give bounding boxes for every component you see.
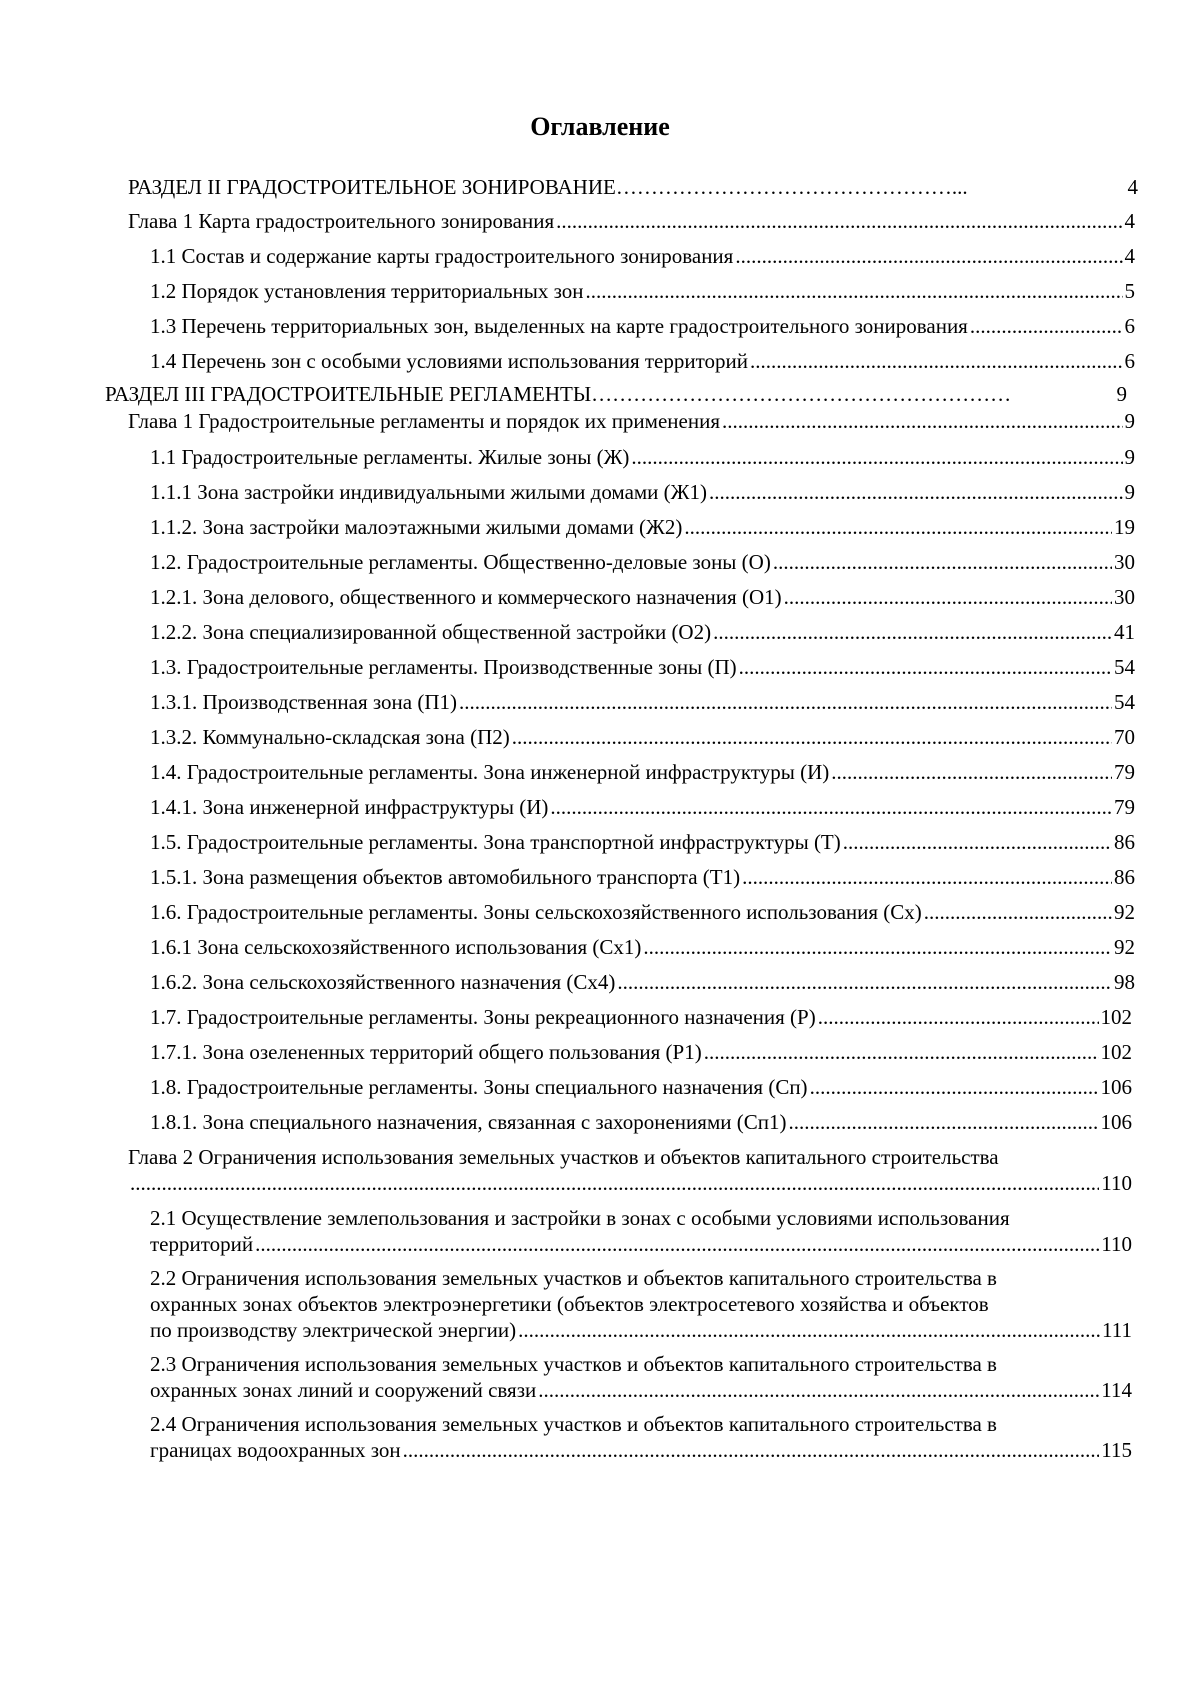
toc-entry[interactable] — [128, 208, 1135, 234]
toc-entry[interactable] — [150, 759, 1135, 785]
toc-entry-title: 1.3. Градостроительные регламенты. Производственные зоны (П) — [150, 655, 737, 679]
toc-entry-page-number: 6 — [1124, 349, 1135, 373]
toc-entry-line — [150, 969, 1135, 995]
toc-entry-page-number: 9 — [1124, 445, 1135, 469]
toc-entry-page-number: 30 — [1114, 585, 1135, 609]
dot-leader — [735, 243, 1122, 269]
toc-entry-text-line: Глава 2 Ограничения использования земельных участков и объектов капитального строительства — [128, 1145, 999, 1169]
dot-leader — [970, 313, 1123, 339]
dot-leader — [818, 1004, 1099, 1030]
dot-leader — [556, 208, 1122, 234]
toc-entry-title: 1.7. Градостроительные регламенты. Зоны рекреационного назначения (Р) — [150, 1005, 816, 1029]
toc-entry-page-number: 110 — [1101, 1171, 1132, 1195]
toc-entry-line — [150, 479, 1135, 505]
toc-entry-title: 1.1.1 Зона застройки индивидуальными жилыми домами (Ж1) — [150, 480, 707, 504]
dot-leader — [784, 584, 1112, 610]
toc-entry-line — [150, 864, 1135, 890]
dot-leader — [924, 899, 1112, 925]
dot-leader — [459, 689, 1112, 715]
toc-entry[interactable] — [150, 654, 1135, 680]
toc-entry-page-number: 6 — [1124, 314, 1135, 338]
toc-entry[interactable] — [150, 1074, 1132, 1100]
toc-entry-page-number: 102 — [1100, 1040, 1132, 1064]
toc-entry-text-line: 2.1 Осуществление землепользования и застройки в зонах с особыми условиями использования — [150, 1206, 1010, 1230]
toc-entry[interactable] — [150, 619, 1135, 645]
toc-entry[interactable] — [150, 278, 1135, 304]
toc-entry-line — [150, 278, 1135, 304]
toc-entry-title: по производству электрической энергии) — [150, 1318, 517, 1342]
toc-entry-title: 1.8. Градостроительные регламенты. Зоны специального назначения (Сп) — [150, 1075, 808, 1099]
dot-leader — [722, 408, 1123, 434]
toc-entry-line — [150, 829, 1135, 855]
dot-leader — [709, 479, 1123, 505]
dot-leader — [255, 1231, 1099, 1257]
toc-entry-title: 1.4.1. Зона инженерной инфраструктуры (И) — [150, 795, 549, 819]
dot-leader — [750, 348, 1123, 374]
toc-entry-title: территорий — [150, 1232, 254, 1256]
toc-entry[interactable] — [105, 381, 1127, 407]
toc-entry-line — [150, 1231, 1132, 1257]
toc-entry-title: 1.6.1 Зона сельскохозяйственного использования (Сх1) — [150, 935, 642, 959]
toc-entry-title: 1.6.2. Зона сельскохозяйственного назначения (Сх4) — [150, 970, 616, 994]
toc-entry-page-number: 111 — [1102, 1318, 1132, 1342]
dot-leader — [538, 1377, 1099, 1403]
toc-entry-line — [128, 208, 1135, 234]
toc-entry-line — [105, 381, 1127, 407]
toc-entry-line — [150, 514, 1135, 540]
toc-entry[interactable] — [150, 934, 1135, 960]
toc-entry-page-number: 115 — [1101, 1438, 1132, 1462]
toc-entry-page-number: 86 — [1114, 830, 1135, 854]
toc-entry-title: 1.1.2. Зона застройки малоэтажными жилыми домами (Ж2) — [150, 515, 683, 539]
toc-entry-title: 1.2. Градостроительные регламенты. Общественно-деловые зоны (О) — [150, 550, 771, 574]
dot-leader — [788, 1109, 1098, 1135]
toc-entry[interactable] — [150, 1351, 1132, 1403]
toc-entry[interactable] — [150, 794, 1135, 820]
toc-entry[interactable] — [150, 1411, 1132, 1463]
dot-leader — [512, 724, 1112, 750]
toc-entry-text-line: 2.2 Ограничения использования земельных участков и объектов капитального строительства в — [150, 1266, 997, 1290]
toc-entry-line — [150, 1074, 1132, 1100]
dot-leader — [550, 794, 1112, 820]
toc-entry-page-number: 70 — [1114, 725, 1135, 749]
toc-entry[interactable] — [150, 689, 1135, 715]
dot-leader — [742, 864, 1112, 890]
toc-entry[interactable] — [150, 479, 1135, 505]
toc-entry-page-number: 98 — [1114, 970, 1135, 994]
toc-entry-line — [150, 794, 1135, 820]
toc-entry-page-number: 9 — [1124, 409, 1135, 433]
toc-entry-title: 1.1 Состав и содержание карты градостроительного зонирования — [150, 244, 734, 268]
toc-entry-page-number: 114 — [1101, 1378, 1132, 1402]
toc-entry-line — [150, 1004, 1132, 1030]
dot-leader — [704, 1039, 1099, 1065]
toc-entry[interactable] — [128, 408, 1135, 434]
toc-entry-page-number: 106 — [1100, 1110, 1132, 1134]
toc-entry[interactable] — [150, 444, 1135, 470]
toc-entry-title: Глава 1 Градостроительные регламенты и порядок их применения — [128, 409, 720, 433]
toc-entry-page-number: 79 — [1114, 795, 1135, 819]
toc-entry-line — [150, 1437, 1132, 1463]
toc-entry-page-number: 79 — [1114, 760, 1135, 784]
toc-entry-page-number: 30 — [1114, 550, 1135, 574]
toc-entry[interactable] — [150, 348, 1135, 374]
toc-entry-line — [128, 174, 1138, 200]
toc-entry[interactable] — [150, 1039, 1132, 1065]
toc-entry[interactable] — [150, 1205, 1132, 1257]
toc-entry-line — [150, 549, 1135, 575]
toc-entry-line — [150, 348, 1135, 374]
toc-entry[interactable] — [150, 1109, 1132, 1135]
dot-leader — [586, 278, 1123, 304]
dot-leader — [403, 1437, 1100, 1463]
toc-entry-page-number: 4 — [1124, 244, 1135, 268]
toc-entry-text-line: охранных зонах объектов электроэнергетики (объектов электросетевого хозяйства и объектов — [150, 1292, 989, 1316]
dot-leader — [130, 1170, 1099, 1196]
dot-leader — [631, 444, 1122, 470]
toc-entry-line — [150, 444, 1135, 470]
toc-entry-title: 1.3.2. Коммунально-складская зона (П2) — [150, 725, 510, 749]
toc-entry-title: 1.4 Перечень зон с особыми условиями использования территорий — [150, 349, 748, 373]
dot-leader — [843, 829, 1112, 855]
dot-leader — [739, 654, 1112, 680]
toc-entry-line — [150, 1109, 1132, 1135]
toc-entry-line — [150, 724, 1135, 750]
page-title: Оглавление — [530, 112, 670, 141]
toc-entry-title: охранных зонах линий и сооружений связи — [150, 1378, 537, 1402]
toc-entry-line — [128, 408, 1135, 434]
toc-entry-title: 1.5.1. Зона размещения объектов автомобильного транспорта (Т1) — [150, 865, 741, 889]
toc-entry[interactable] — [150, 829, 1135, 855]
dot-leader — [831, 759, 1112, 785]
toc-entry-page-number: 9 — [1116, 382, 1127, 406]
toc-entry-text-line: 2.3 Ограничения использования земельных участков и объектов капитального строительства в — [150, 1352, 997, 1376]
toc-entry-title: Глава 1 Карта градостроительного зонирования — [128, 209, 555, 233]
toc-entry[interactable] — [150, 584, 1135, 610]
toc-entry-line — [150, 619, 1135, 645]
toc-entry[interactable] — [150, 549, 1135, 575]
toc-entry-title: 1.2 Порядок установления территориальных зон — [150, 279, 584, 303]
toc-entry-line — [150, 654, 1135, 680]
toc-entry-line — [150, 689, 1135, 715]
dot-leader — [713, 619, 1112, 645]
toc-entry-line — [150, 1039, 1132, 1065]
toc-entry-page-number: 4 — [1127, 175, 1138, 199]
toc-entry-title: 1.7.1. Зона озелененных территорий общего пользования (Р1) — [150, 1040, 702, 1064]
dot-leader — [773, 549, 1112, 575]
toc-entry-page-number: 19 — [1114, 515, 1135, 539]
toc-entry-page-number: 102 — [1100, 1005, 1132, 1029]
toc-entry[interactable] — [150, 313, 1135, 339]
toc-entry-line — [128, 1170, 1132, 1196]
toc-entry-page-number: 86 — [1114, 865, 1135, 889]
toc-entry-line — [150, 899, 1135, 925]
toc-entry-page-number: 92 — [1114, 900, 1135, 924]
toc-entry-title: 1.3.1. Производственная зона (П1) — [150, 690, 458, 714]
toc-entry-text-line: 2.4 Ограничения использования земельных участков и объектов капитального строительства в — [150, 1412, 997, 1436]
toc-entry-line — [150, 1377, 1132, 1403]
toc-entry[interactable] — [150, 243, 1135, 269]
toc-entry[interactable] — [150, 724, 1135, 750]
toc-entry[interactable] — [128, 1144, 1132, 1196]
toc-entry-line — [150, 584, 1135, 610]
toc-entry-title: 1.5. Градостроительные регламенты. Зона транспортной инфраструктуры (Т) — [150, 830, 841, 854]
toc-entry-line — [150, 313, 1135, 339]
toc-entry-line — [150, 934, 1135, 960]
toc-entry-page-number: 54 — [1114, 655, 1135, 679]
toc-entry-page-number: 9 — [1124, 480, 1135, 504]
dot-leader — [617, 969, 1112, 995]
toc-entry-title: 1.1 Градостроительные регламенты. Жилые зоны (Ж) — [150, 445, 630, 469]
toc-entry[interactable] — [128, 174, 1138, 200]
toc-entry-title: границах водоохранных зон — [150, 1438, 401, 1462]
toc-entry-line — [150, 243, 1135, 269]
toc-entry-title: РАЗДЕЛ II ГРАДОСТРОИТЕЛЬНОЕ ЗОНИРОВАНИЕ…………………………………………... — [128, 175, 968, 199]
toc-entry[interactable] — [150, 514, 1135, 540]
toc-entry[interactable] — [150, 899, 1135, 925]
toc-entry-line — [150, 1317, 1132, 1343]
toc-entry[interactable] — [150, 1265, 1132, 1343]
toc-entry-title: 1.6. Градостроительные регламенты. Зоны сельскохозяйственного использования (Сх) — [150, 900, 922, 924]
toc-entry-page-number: 5 — [1124, 279, 1135, 303]
toc-entry-line — [150, 759, 1135, 785]
toc-entry-title: 1.3 Перечень территориальных зон, выделенных на карте градостроительного зонирования — [150, 314, 968, 338]
dot-leader — [810, 1074, 1099, 1100]
toc-entry-page-number: 41 — [1114, 620, 1135, 644]
toc-entry[interactable] — [150, 1004, 1132, 1030]
toc-entry-title: 1.8.1. Зона специального назначения, связанная с захоронениями (Сп1) — [150, 1110, 787, 1134]
toc-entry-page-number: 54 — [1114, 690, 1135, 714]
toc-entry-title: 1.2.2. Зона специализированной общественной застройки (О2) — [150, 620, 712, 644]
toc-entry[interactable] — [150, 969, 1135, 995]
toc-entry-page-number: 106 — [1100, 1075, 1132, 1099]
dot-leader — [643, 934, 1112, 960]
toc-entry-page-number: 4 — [1124, 209, 1135, 233]
toc-entry-page-number: 110 — [1101, 1232, 1132, 1256]
toc-entry-title: 1.4. Градостроительные регламенты. Зона инженерной инфраструктуры (И) — [150, 760, 830, 784]
dot-leader — [518, 1317, 1100, 1343]
dot-leader — [684, 514, 1112, 540]
toc-entry-page-number: 92 — [1114, 935, 1135, 959]
toc-entry-title: РАЗДЕЛ III ГРАДОСТРОИТЕЛЬНЫЕ РЕГЛАМЕНТЫ…………………………………………………… — [105, 382, 1012, 406]
toc-entry[interactable] — [150, 864, 1135, 890]
toc-entry-title: 1.2.1. Зона делового, общественного и коммерческого назначения (О1) — [150, 585, 782, 609]
